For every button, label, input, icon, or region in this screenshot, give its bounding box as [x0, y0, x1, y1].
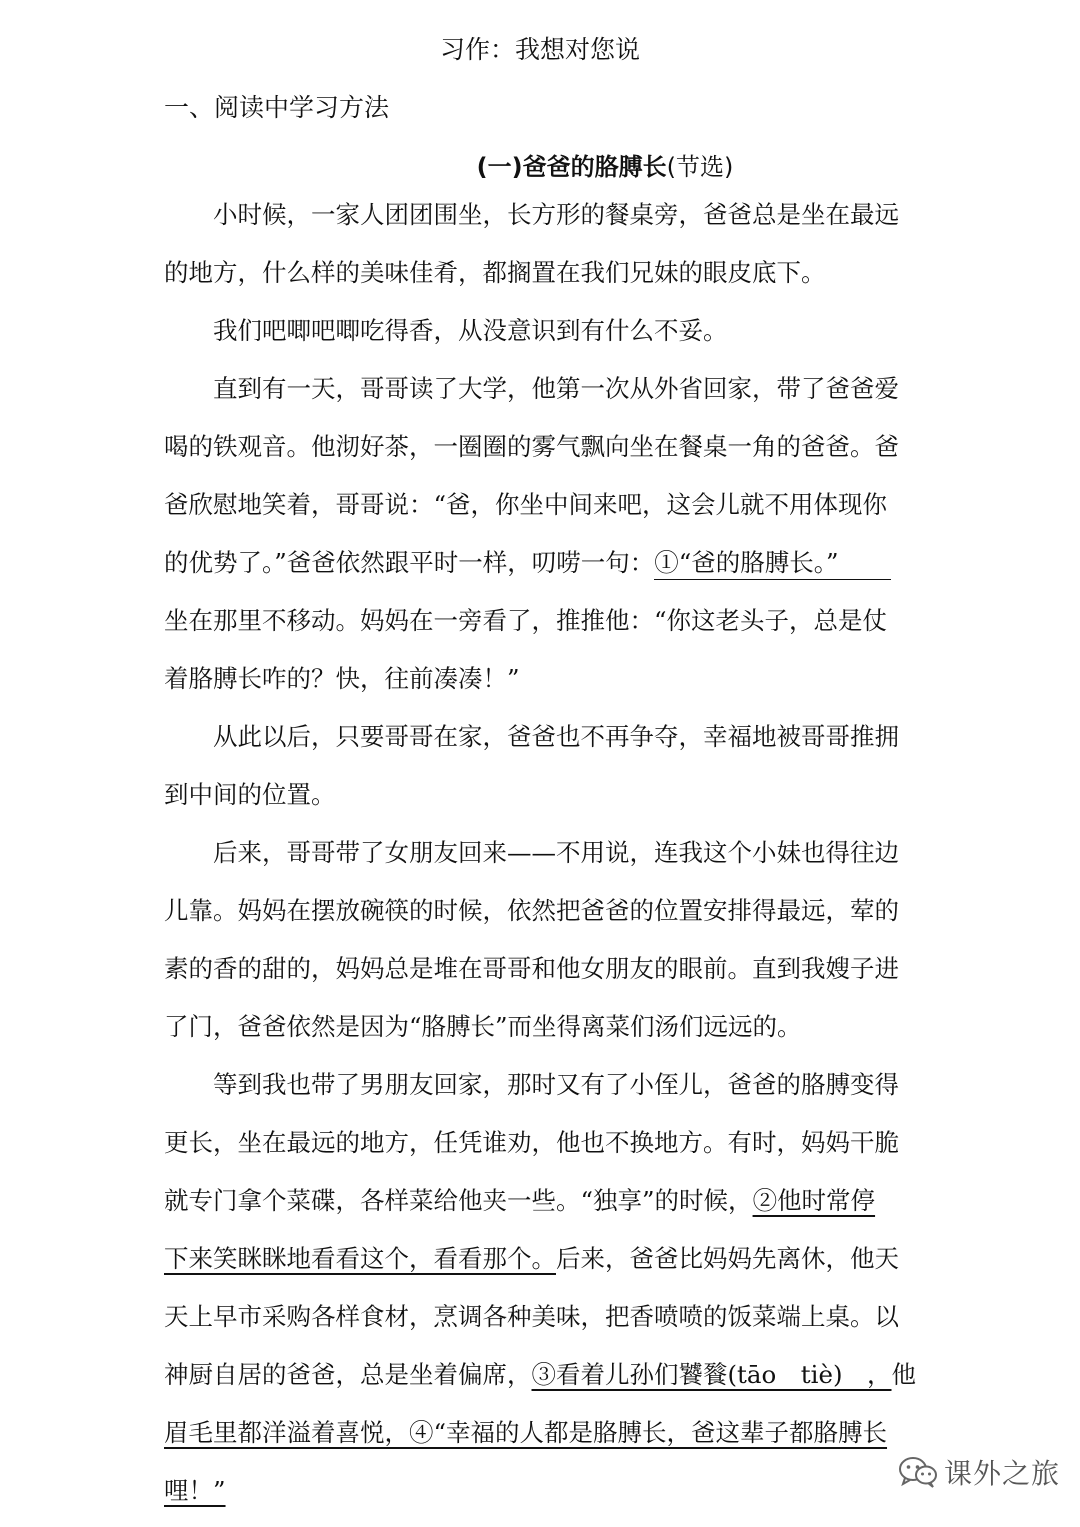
watermark-text: 课外之旅	[944, 1457, 1061, 1490]
text-line: 后来，哥哥带了女朋友回来——不用说，连我这个小妹也得往边	[213, 838, 899, 867]
text-segment: 后来，爸爸比妈妈先离休，他天	[556, 1244, 899, 1273]
underlined-quote-2: ②他时常停	[752, 1186, 876, 1215]
text-line: 天上早市采购各样食材，烹调各种美味，把香喷喷的饭菜端上桌。以	[164, 1302, 899, 1331]
text-line: 小时候，一家人团团围坐，长方形的餐桌旁，爸爸总是坐在最远	[213, 200, 899, 229]
text-line: 的地方，什么样的美味佳肴，都搁置在我们兄妹的眼皮底下。	[164, 258, 826, 287]
text-line	[164, 1404, 916, 1462]
document-title: 习作：我想对您说	[439, 35, 640, 64]
text-line	[164, 1230, 916, 1288]
underlined-quote-4-cont: 哩！”	[164, 1476, 226, 1505]
underlined-quote-3-cont: 眉毛里都洋溢着喜悦，	[164, 1418, 409, 1447]
text-segment: 神厨自居的爸爸，总是坐着偏席，	[164, 1360, 532, 1389]
article-body	[164, 186, 916, 1520]
text-line	[164, 1462, 916, 1520]
text-segment: 就专门拿个菜碟，各样菜给他夹一些。“独享”的时候，	[164, 1186, 753, 1215]
text-line: 素的香的甜的，妈妈总是堆在哥哥和他女朋友的眼前。直到我嫂子进	[164, 954, 899, 983]
underlined-quote-2-cont: 下来笑眯眯地看看这个，看看那个。	[164, 1244, 556, 1273]
text-segment: 的优势了。”爸爸依然跟平时一样，叨唠一句：	[164, 548, 655, 577]
wechat-icon	[898, 1455, 938, 1489]
article-title	[0, 147, 1080, 182]
text-line: 等到我也带了男朋友回家，那时又有了小侄儿，爸爸的胳膊变得	[213, 1070, 899, 1099]
text-line	[164, 534, 916, 592]
text-line: 儿靠。妈妈在摆放碗筷的时候，依然把爸爸的位置安排得最远，荤的	[164, 896, 899, 925]
article-title-text: (一)爸爸的胳膊长	[476, 153, 667, 181]
underlined-quote-3: ③看着儿孙们饕餮(tāo tiè) ，	[531, 1360, 892, 1389]
watermark	[898, 1450, 1060, 1494]
text-line: 坐在那里不移动。妈妈在一旁看了，推推他：“你这老头子，总是仗	[164, 606, 888, 635]
text-line: 直到有一天，哥哥读了大学，他第一次从外省回家，带了爸爸爱	[213, 374, 899, 403]
underlined-quote-4: ④“幸福的人都是胳膊长，爸这辈子都胳膊长	[409, 1418, 888, 1447]
text-line: 着胳膊长咋的？快，往前凑凑！”	[164, 664, 520, 693]
text-segment: 他	[891, 1360, 916, 1389]
text-line: 爸欣慰地笑着，哥哥说：“爸，你坐中间来吧，这会儿就不用体现你	[164, 490, 888, 519]
text-line: 更长，坐在最远的地方，任凭谁劝，他也不换地方。有时，妈妈干脆	[164, 1128, 899, 1157]
text-line	[164, 1346, 916, 1404]
article-title-note: (节选)	[666, 153, 734, 181]
text-line: 到中间的位置。	[164, 780, 336, 809]
text-line: 我们吧唧吧唧吃得香，从没意识到有什么不妥。	[213, 316, 728, 345]
text-line: 了门，爸爸依然是因为“胳膊长”而坐得离菜们汤们远远的。	[164, 1012, 802, 1041]
text-line: 从此以后，只要哥哥在家，爸爸也不再争夺，幸福地被哥哥推拥	[213, 722, 899, 751]
underlined-quote-1: ①“爸的胳膊长。”	[654, 548, 890, 580]
text-line	[164, 1172, 916, 1230]
section-heading: 一、阅读中学习方法	[164, 93, 390, 122]
text-line: 喝的铁观音。他沏好茶，一圈圈的雾气飘向坐在餐桌一角的爸爸。爸	[164, 432, 899, 461]
